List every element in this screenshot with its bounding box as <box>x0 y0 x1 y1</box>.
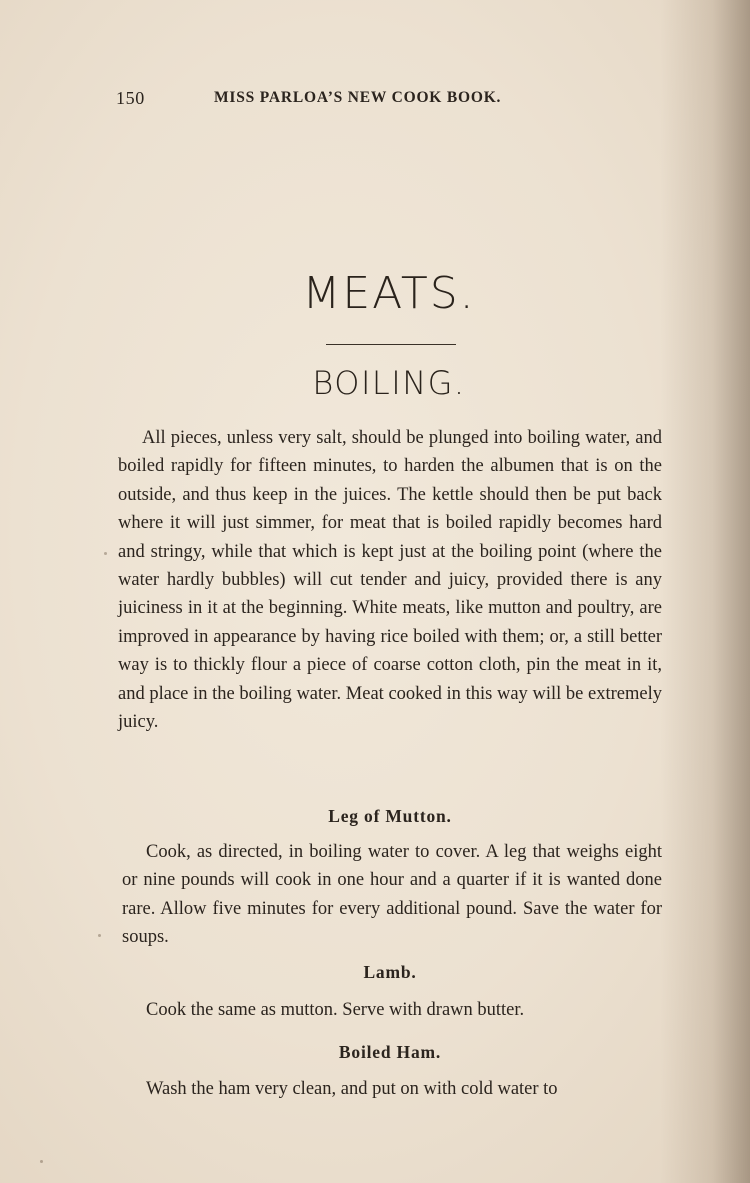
running-head <box>116 88 586 112</box>
running-title: MISS PARLOA’S NEW COOK BOOK. <box>214 89 502 106</box>
intro-paragraph: All pieces, unless very salt, should be plunged into boiling water, and boiled rapidly for fifteen minutes, to harden the albumen that is on the outside, and thus keep in the juices. The kettle should then be put back where it will just simmer, for meat that is boiled rapidly becomes hard and stringy, while that which is kept just at the boiling point (where the water hardly bubbles) will cut tender and juicy, provided there is any juiciness in it at the beginning. White meats, like mutton and poultry, are improved in appearance by having rice boiled with them; or, a still better way is to thickly flour a piece of coarse cotton cloth, pin the meat in it, and place in the boiling water. Meat cooked in this way will be extremely juicy. <box>118 428 662 733</box>
title-divider <box>326 344 456 345</box>
recipe-text-lamb: Cook the same as mutton. Serve with drawn butter. <box>146 1000 525 1020</box>
section-title: MEATS. <box>302 268 476 319</box>
recipe-title-leg-of-mutton: Leg of Mutton. <box>328 806 452 826</box>
recipe-title-lamb: Lamb. <box>363 962 417 982</box>
paper-speck <box>104 552 107 555</box>
page-number: 150 <box>116 88 145 108</box>
paper-speck <box>98 934 101 937</box>
paper-speck <box>40 1160 43 1163</box>
subsection-title: BOILING. <box>312 364 466 402</box>
recipe-text-leg-of-mutton: Cook, as directed, in boiling water to cover. A leg that weighs eight or nine pounds will cook in one hour and a quarter if it is wanted done rare. Allow five minutes for every additional pound. Save the water for soups. <box>122 842 662 948</box>
recipe-title-boiled-ham: Boiled Ham. <box>338 1042 442 1062</box>
recipe-text-boiled-ham: Wash the ham very clean, and put on with cold water to <box>146 1079 558 1099</box>
